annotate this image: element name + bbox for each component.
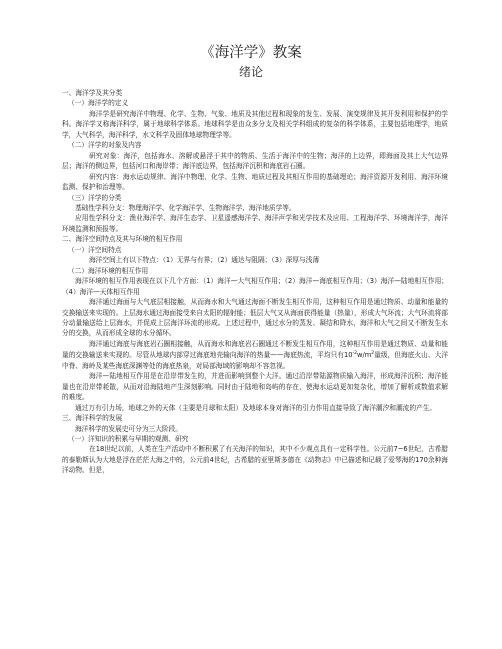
body-paragraph: 在18世纪以前，人类在生产活动中不断积累了有关海洋的知识，其中不少观点具有一定科学性。公元前7~6世纪，古希腊的泰勒斯认为大地是浮在茫茫大海之中的，公元前4世纪，古希腊的亚里斯多德在《动物志》中已描述和记载了爱琴海的170余种海洋动物。但是， (62, 445, 448, 475)
subsection-heading: （一）洋知识的积累与早期的观测、研究 (68, 434, 189, 443)
heat-flow-text-b: 量级，但海底火山、大洋中脊、海岭及某些海底深渊等处的海底热泉，对局部海域的影响却不容忽视。 (62, 351, 449, 370)
body-paragraph: 研究内容：海水运动规律、海洋中物理、化学、生物、地质过程及其相互作用的基础理论；海洋资源开发利用、海洋环境监测、保护和治理等。 (62, 172, 448, 192)
body-paragraph: 海洋—陆地相互作用是在沿岸带发生的，并进而影响到整个大洋。通过沿岸带陆源物质输入海洋，形成海洋沉积；海洋能量也在沿岸带耗散，从而对沿海陆地产生深刻影响。同时由于陆地和岛屿的存在，使海水运动更加复杂化，增加了解析或数值求解的难度。 (62, 372, 448, 402)
subsection-heading: （二）洋学的对象及内容 (68, 141, 142, 150)
heat-flow-text-a: 海洋通过海底与海底岩石圈相接触，从而海水和海底岩石圈通过不断发生相互作用，这种相互作用是通过物质、动量和能量的交换输送来实现的。尽管从地球内部穿过海底地壳输向海洋的热量——海底热流，平均只有10 (62, 339, 448, 360)
subsection-heading: （三）洋学的分类 (68, 193, 122, 202)
section-heading-3: 三、海洋科学的发展 (62, 414, 123, 423)
body-paragraph: 应用性学科分支：渔业海洋学、海洋生态学、卫星遥感海洋学、海洋声学和光学技术及应用、工程海洋学、环境海洋学，海洋环境监测和预报等。 (62, 214, 448, 233)
body-paragraph: 海洋科学的发展史可分为三大阶段。 (75, 424, 182, 433)
body-paragraph: 海洋通过海面与大气底层相接触，从而海水和大气通过海面不断发生相互作用，这种相互作用是通过物质、动量和能量的交换输送来实现的。上层海水通过海面接受来自太阳的辐射能；低层大气又从海面获得能量（热量），形成大气环流；大气环流将部分动量输送给上层海水，并促成上层海洋环流的形成。上述过程中，通过水分的蒸发、凝结和降水，海洋和大气之间又不断发生水分的交换，从而形成全球的水分循环。 (62, 298, 448, 338)
heat-flow-unit: w/m (357, 351, 372, 360)
body-paragraph-heat-flow (62, 339, 448, 371)
document-title: 《海洋学》教案 (200, 45, 302, 61)
subsection-heading: （二）海洋环境的相互作用 (68, 266, 149, 275)
body-paragraph: 通过万有引力场，地球之外的天体（主要是月球和太阳）及地球本身对海洋的引力作用直接导致了海洋潮汐和潮流的产生。 (75, 403, 437, 412)
exponent: 2 (371, 351, 375, 357)
subsection-heading: （一）海洋学的定义 (68, 99, 129, 108)
document-body (62, 88, 448, 476)
exponent: -2 (352, 351, 358, 357)
body-paragraph: 海洋空间上有以下特点：（1）无界与有界；（2）通达与阻隔；（3）深厚与浅薄 (89, 256, 320, 265)
body-paragraph: 海洋环境的相互作用表现在以下几个方面：（1）海洋—大气相互作用；（2）海洋—海底相互作用；（3）海洋—陆地相互作用；（4）海洋—天体相互作用 (62, 277, 448, 296)
subsection-heading: （一）洋空间特点 (68, 245, 122, 254)
section-heading-1: 一、海洋学及其分类 (62, 89, 123, 97)
chapter-title: 绪论 (238, 65, 263, 79)
body-paragraph: 基础性学科分支：物理海洋学、化学海洋学、生物海洋学、海洋地质学等。 (75, 203, 296, 212)
section-heading-2: 二、海洋空间特点及其与环境的相互作用 (62, 235, 183, 244)
body-paragraph: 研究对象：海洋，包括海水、溶解或悬浮于其中的物质、生活于海洋中的生物；海洋的上边界，即海面及其上大气边界层；海洋的侧边界，包括河口和海岸带；海洋底边界，包括海洋沉积和海底岩石圈。 (62, 151, 448, 171)
body-paragraph: 海洋学是研究海洋中物理、化学、生物、气象、地质及其他过程和现象的发生、发展、演变规律及其开发利用和保护的学科。海洋学又称海洋科学，属于地球科学体系。地球科学是由众多分支及相关学科组成的复杂的科学体系，主要包括地理学，地质学，大气科学，海洋科学，水文科学及固体地球物理学等。 (62, 109, 448, 139)
